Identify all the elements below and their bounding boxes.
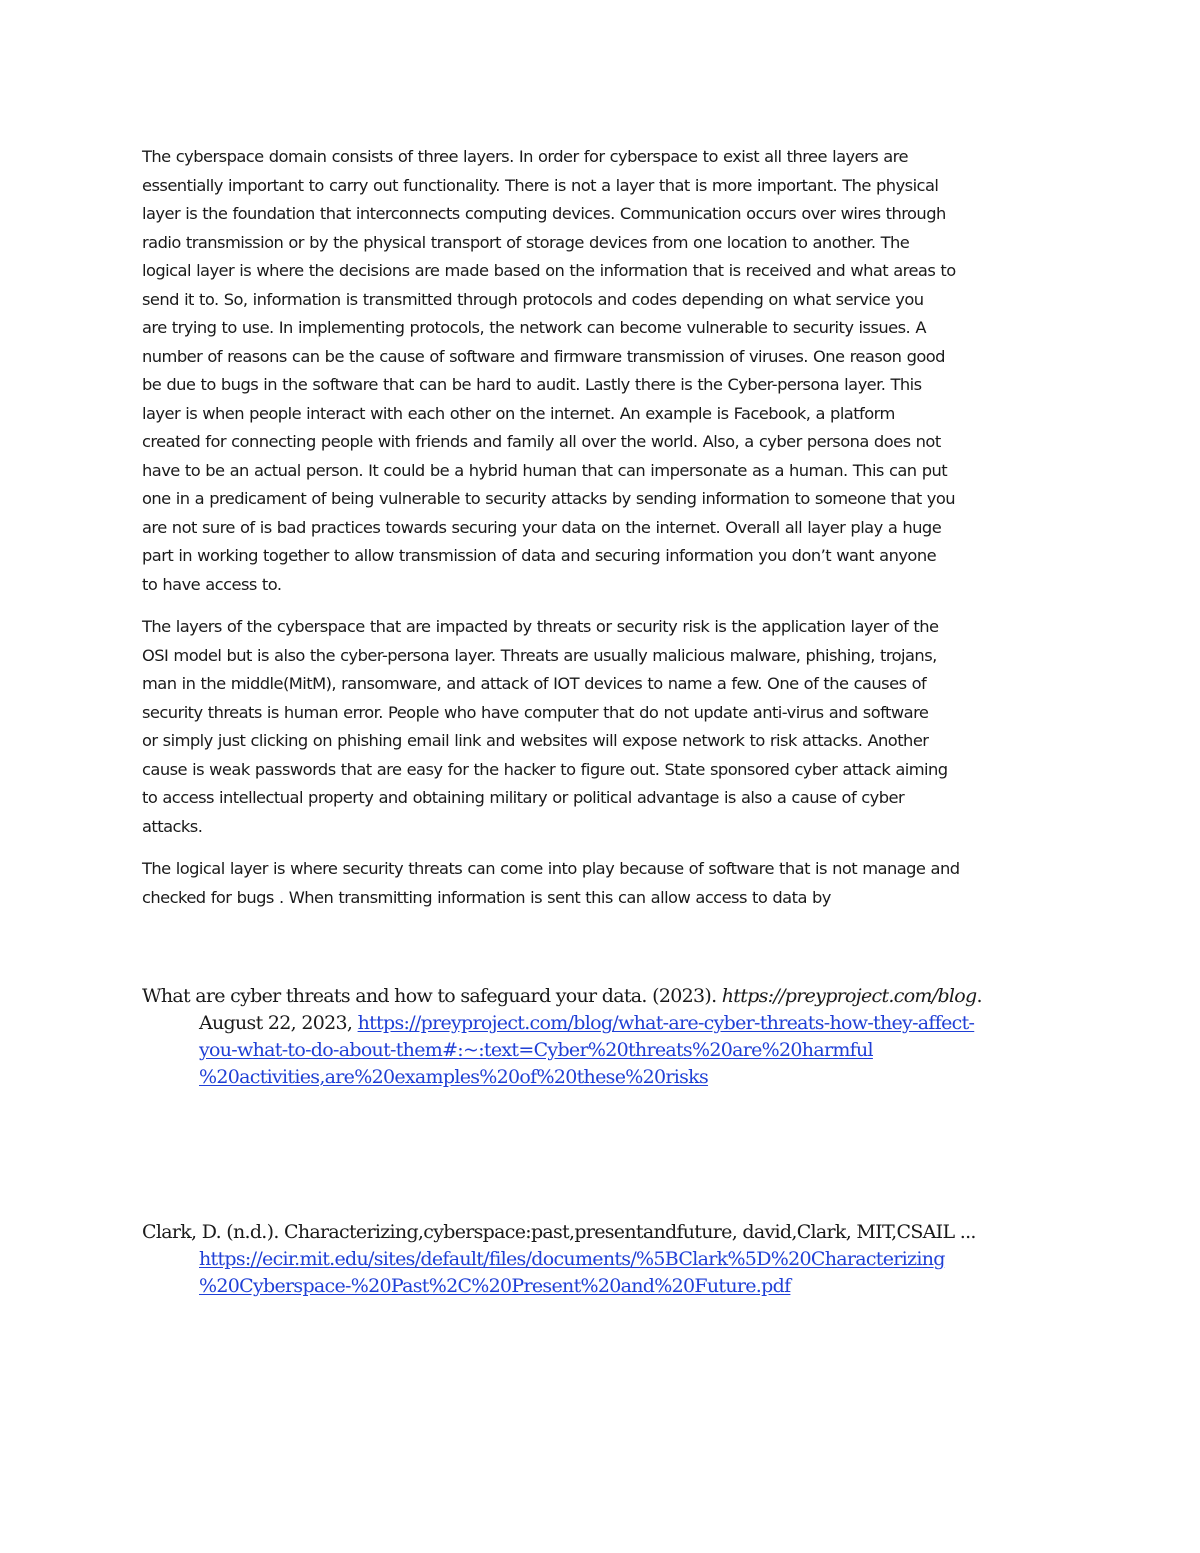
text-line: security threats is human error. People who have computer that do not update anti-virus and software xyxy=(142,702,929,722)
reference-title-line xyxy=(142,983,1042,1010)
text-line: logical layer is where the decisions are made based on the information that is received and what areas to xyxy=(142,261,956,280)
text-line: to have access to. xyxy=(142,574,282,594)
reference-link-line xyxy=(142,1273,1042,1300)
text-line: number of reasons can be the cause of software and firmware transmission of viruses. One reason good xyxy=(142,346,945,366)
reference-title: Clark, D. (n.d.). Characterizing,cyberspace:past,presentandfuture, david,Clark, MIT,CSAIL ... xyxy=(142,1221,976,1243)
text-line: be due to bugs in the software that can be hard to audit. Lastly there is the Cyber-persona layer. This xyxy=(142,375,922,394)
reference-link[interactable]: you-what-to-do-about-them#:~:text=Cyber%20threats%20are%20harmful xyxy=(199,1039,873,1061)
reference-site-suffix: . xyxy=(976,985,982,1007)
paragraph-threats xyxy=(142,613,1062,841)
text-line: attacks. xyxy=(142,816,203,836)
text-line: one in a predicament of being vulnerable to security attacks by sending information to someone that you xyxy=(142,489,956,508)
text-line: or simply just clicking on phishing email link and websites will expose network to risk attacks. Another xyxy=(142,731,929,750)
text-line: are trying to use. In implementing protocols, the network can become vulnerable to security issues. A xyxy=(142,318,926,337)
text-line: to access intellectual property and obtaining military or political advantage is also a cause of cyber xyxy=(142,788,905,807)
text-line: have to be an actual person. It could be a hybrid human that can impersonate as a human. This can put xyxy=(142,460,948,480)
text-line: OSI model but is also the cyber-persona layer. Threats are usually malicious malware, phishing, trojans, xyxy=(142,645,937,665)
reference-link-line xyxy=(142,1064,1042,1091)
reference-date: August 22, 2023, xyxy=(199,1012,358,1034)
reference-clark xyxy=(142,1219,1042,1300)
reference-site: https://preyproject.com/blog xyxy=(721,985,977,1007)
text-line: essentially important to carry out functionality. There is not a layer that is more important. The physical xyxy=(142,175,939,195)
reference-date-line xyxy=(142,1010,1042,1037)
essay-body xyxy=(142,143,1062,926)
reference-title: What are cyber threats and how to safeguard your data. (2023). xyxy=(142,985,722,1007)
reference-link[interactable]: https://preyproject.com/blog/what-are-cyber-threats-how-they-affect- xyxy=(357,1012,975,1034)
text-line: cause is weak passwords that are easy for the hacker to figure out. State sponsored cyber attack aiming xyxy=(142,759,948,779)
text-line: created for connecting people with friends and family all over the world. Also, a cyber persona does not xyxy=(142,432,941,451)
text-line: The logical layer is where security threats can come into play because of software that is not manage and xyxy=(142,859,960,878)
paragraph-logical-layer xyxy=(142,855,1062,912)
text-line: radio transmission or by the physical transport of storage devices from one location to another. The xyxy=(142,232,910,252)
reference-link-line xyxy=(142,1246,1042,1273)
text-line: checked for bugs . When transmitting information is sent this can allow access to data by xyxy=(142,887,831,907)
reference-link[interactable]: https://ecir.mit.edu/sites/default/files/documents/%5BClark%5D%20Characterizing xyxy=(199,1248,945,1270)
paragraph-cyberspace-layers xyxy=(142,143,1062,599)
reference-preyproject xyxy=(142,983,1042,1091)
text-line: man in the middle(MitM), ransomware, and attack of IOT devices to name a few. One of the causes of xyxy=(142,674,927,693)
text-line: layer is when people interact with each other on the internet. An example is Facebook, a platform xyxy=(142,403,895,423)
text-line: layer is the foundation that interconnects computing devices. Communication occurs over wires through xyxy=(142,204,946,223)
text-line: send it to. So, information is transmitted through protocols and codes depending on what service you xyxy=(142,289,924,309)
text-line: The cyberspace domain consists of three layers. In order for cyberspace to exist all three layers are xyxy=(142,147,908,166)
text-line: are not sure of is bad practices towards securing your data on the internet. Overall all layer play a huge xyxy=(142,517,942,537)
reference-link[interactable]: %20activities,are%20examples%20of%20these%20risks xyxy=(199,1066,709,1088)
text-line: The layers of the cyberspace that are impacted by threats or security risk is the application layer of the xyxy=(142,617,939,636)
reference-link-line xyxy=(142,1037,1042,1064)
text-line: part in working together to allow transmission of data and securing information you don’t want anyone xyxy=(142,546,937,565)
reference-link[interactable]: %20Cyberspace-%20Past%2C%20Present%20and%20Future.pdf xyxy=(199,1275,791,1297)
